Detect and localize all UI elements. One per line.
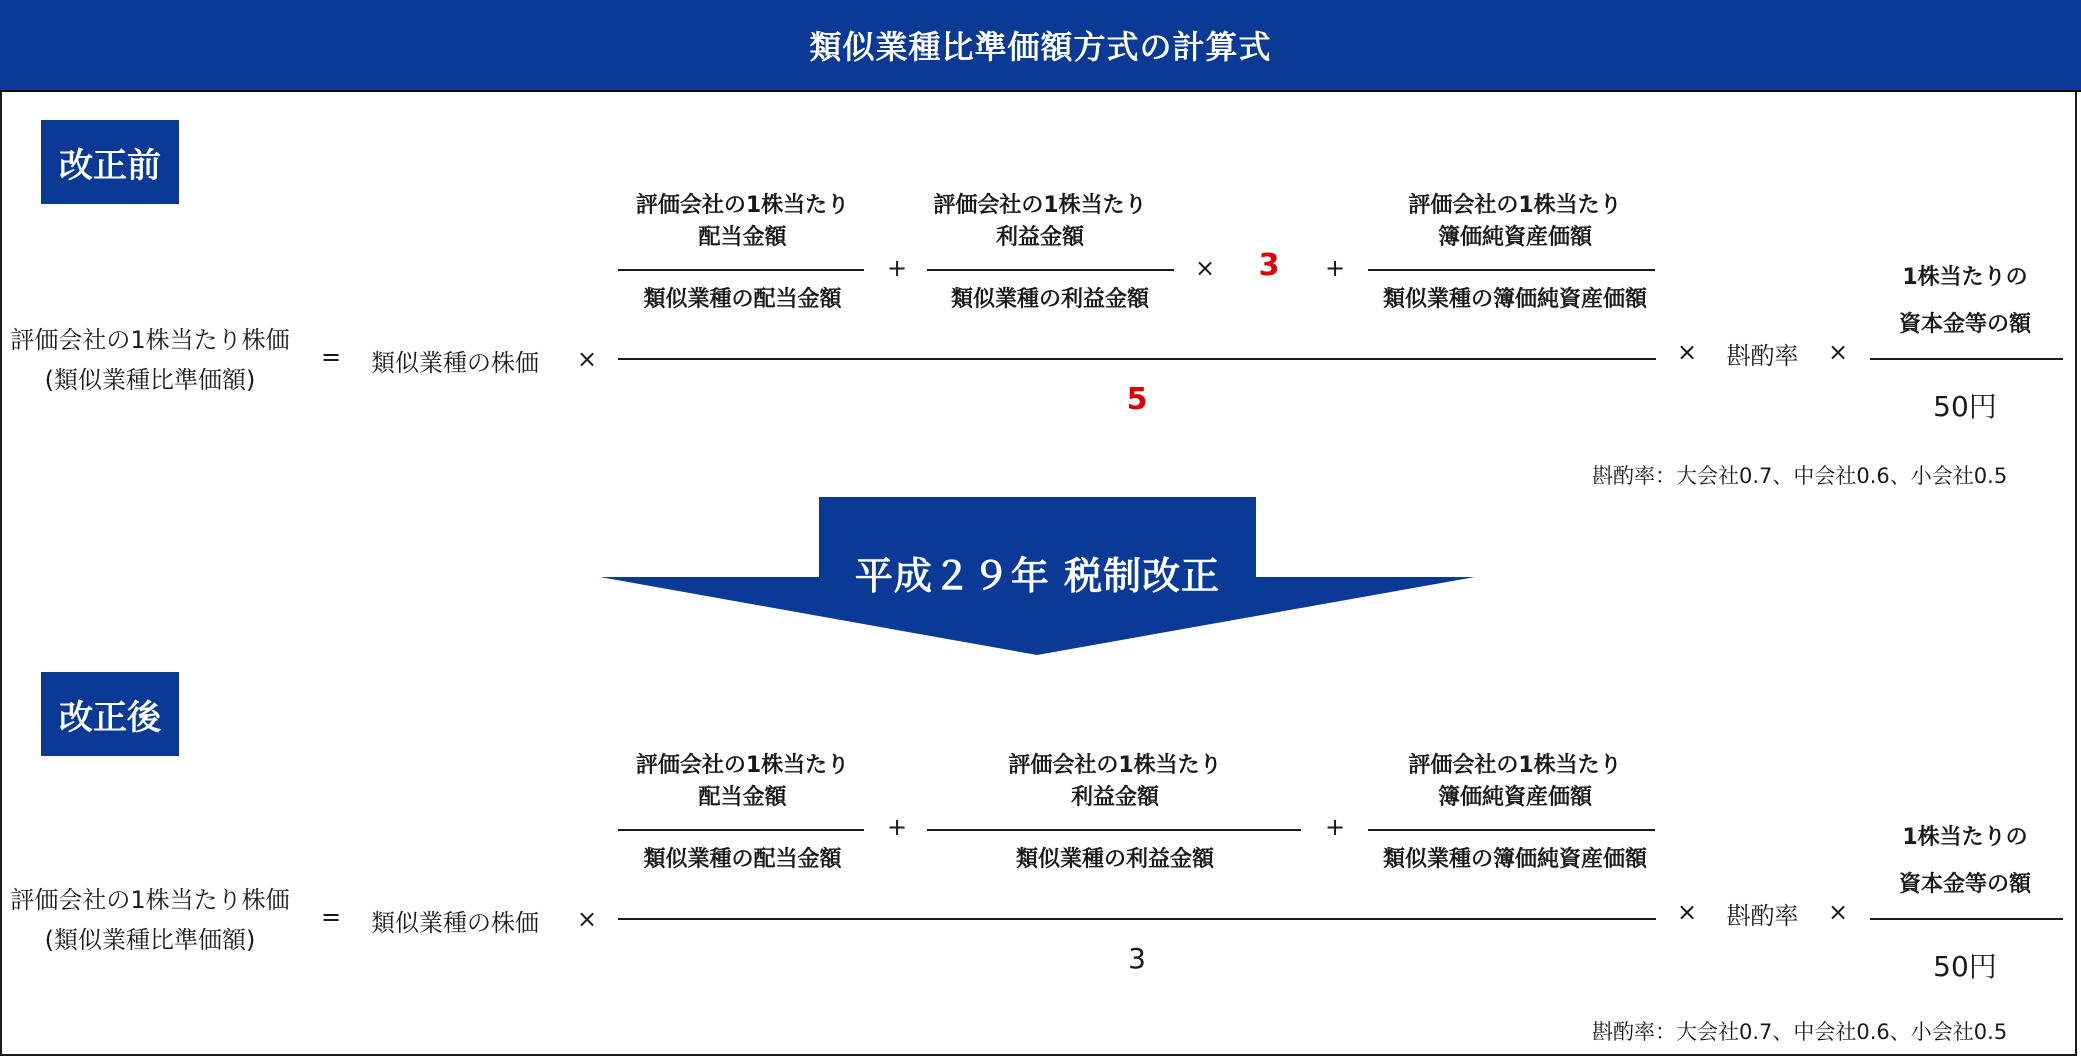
discount-rate-note: 斟酌率：大会社0.7、中会社0.6、小会社0.5 xyxy=(1592,1020,2008,1044)
divisor: 3 xyxy=(1128,942,1146,975)
plus-sign: + xyxy=(1324,813,1346,841)
discount-rate-note: 斟酌率：大会社0.7、中会社0.6、小会社0.5 xyxy=(1592,464,2008,488)
main-fraction-bar xyxy=(618,358,1656,360)
fraction-bar xyxy=(1368,269,1655,271)
equals-sign: = xyxy=(320,343,342,371)
lhs-label-line2: (類似業種比準価額) xyxy=(44,926,256,954)
fraction-bar xyxy=(1870,358,2063,360)
profit-numerator-line2: 利益金額 xyxy=(995,225,1084,250)
dividend-numerator-line2: 配当金額 xyxy=(698,785,787,810)
title-bar xyxy=(0,0,2081,92)
capital-numerator-line1: 1株当たりの xyxy=(1902,265,2028,290)
times-sign: × xyxy=(1676,338,1698,366)
fraction-bar xyxy=(1368,829,1655,831)
reform-label: 平成２９年 税制改正 xyxy=(854,554,1221,598)
dividend-numerator-line2: 配当金額 xyxy=(698,225,787,250)
net-assets-denominator: 類似業種の簿価純資産価額 xyxy=(1382,287,1647,312)
times-sign: × xyxy=(576,345,598,373)
fraction-bar xyxy=(927,269,1174,271)
fraction-bar xyxy=(927,829,1301,831)
stock-price-label: 類似業種の株価 xyxy=(371,909,539,937)
times-sign: × xyxy=(1194,254,1216,282)
profit-weight: 3 xyxy=(1258,248,1280,283)
capital-numerator-line1: 1株当たりの xyxy=(1902,825,2028,850)
net-assets-denominator: 類似業種の簿価純資産価額 xyxy=(1382,847,1647,872)
dividend-denominator: 類似業種の配当金額 xyxy=(643,287,842,312)
times-sign: × xyxy=(576,905,598,933)
times-sign: × xyxy=(1827,338,1849,366)
lhs-label-line1: 評価会社の1株当たり株価 xyxy=(10,886,290,914)
plus-sign: + xyxy=(1324,254,1346,282)
capital-numerator-line2: 資本金等の額 xyxy=(1898,872,2031,897)
discount-rate-label: 斟酌率 xyxy=(1726,342,1799,370)
divisor: 5 xyxy=(1126,382,1148,417)
page-title: 類似業種比準価額方式の計算式 xyxy=(809,28,1272,66)
reform-arrow xyxy=(600,497,1475,657)
dividend-denominator: 類似業種の配当金額 xyxy=(643,847,842,872)
fraction-bar xyxy=(618,269,864,271)
discount-rate-label: 斟酌率 xyxy=(1726,902,1799,930)
stock-price-label: 類似業種の株価 xyxy=(371,349,539,377)
fraction-bar xyxy=(1870,918,2063,920)
net-assets-numerator-line1: 評価会社の1株当たり xyxy=(1408,193,1622,218)
plus-sign: + xyxy=(886,813,908,841)
fraction-bar xyxy=(618,829,864,831)
capital-numerator-line2: 資本金等の額 xyxy=(1898,312,2031,337)
capital-denominator: 50円 xyxy=(1933,390,1997,423)
profit-numerator-line1: 評価会社の1株当たり xyxy=(1008,753,1222,778)
before-badge: 改正前 xyxy=(41,120,179,204)
net-assets-numerator-line1: 評価会社の1株当たり xyxy=(1408,753,1622,778)
capital-denominator: 50円 xyxy=(1933,950,1997,983)
after-badge: 改正後 xyxy=(41,672,179,756)
profit-numerator-line1: 評価会社の1株当たり xyxy=(933,193,1147,218)
dividend-numerator-line1: 評価会社の1株当たり xyxy=(635,753,850,778)
profit-numerator-line2: 利益金額 xyxy=(1070,785,1159,810)
profit-denominator: 類似業種の利益金額 xyxy=(1015,847,1214,872)
dividend-numerator-line1: 評価会社の1株当たり xyxy=(635,193,850,218)
plus-sign: + xyxy=(886,254,908,282)
main-fraction-bar xyxy=(618,918,1656,920)
equals-sign: = xyxy=(320,903,342,931)
net-assets-numerator-line2: 簿価純資産価額 xyxy=(1437,785,1592,810)
times-sign: × xyxy=(1827,898,1849,926)
lhs-label-line1: 評価会社の1株当たり株価 xyxy=(10,326,290,354)
times-sign: × xyxy=(1676,898,1698,926)
lhs-label-line2: (類似業種比準価額) xyxy=(44,366,256,394)
net-assets-numerator-line2: 簿価純資産価額 xyxy=(1437,225,1592,250)
profit-denominator: 類似業種の利益金額 xyxy=(950,287,1149,312)
